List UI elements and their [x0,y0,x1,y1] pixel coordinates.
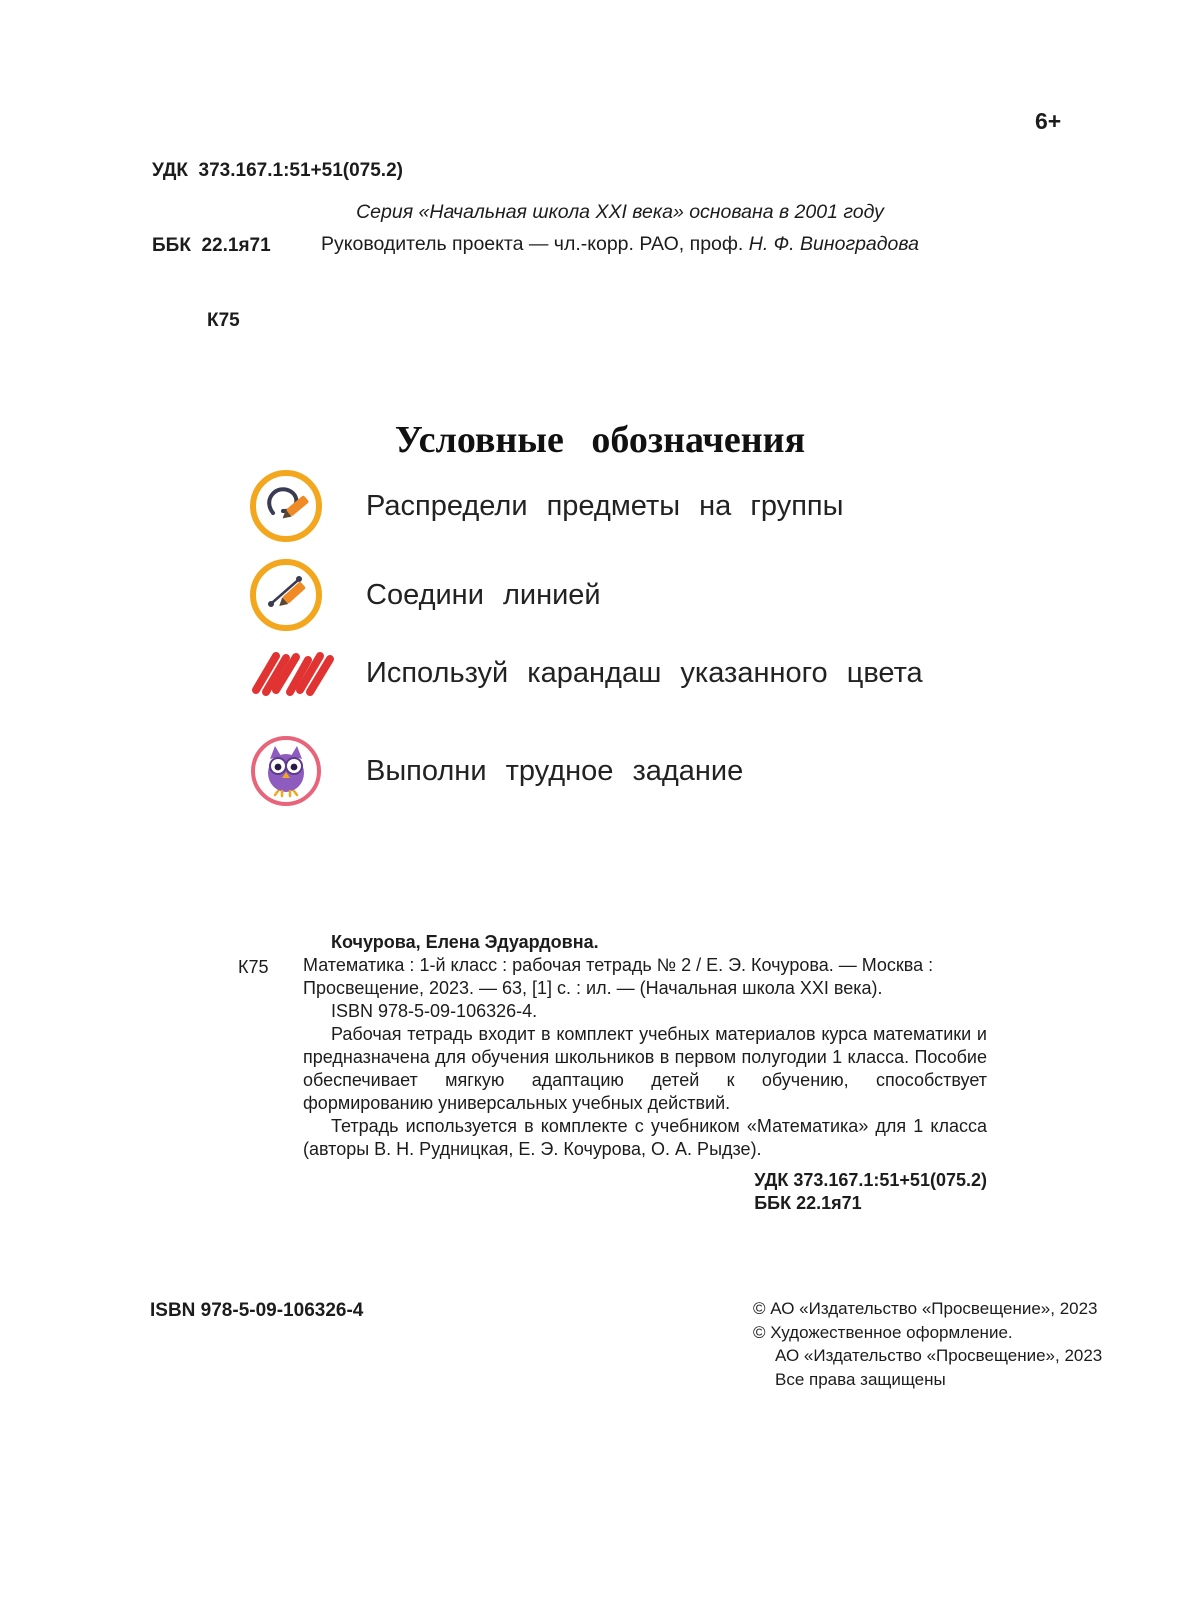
legend-item [248,557,601,633]
footer-isbn: ISBN 978-5-09-106326-4 [150,1300,364,1321]
red-scribble-icon [248,648,342,698]
bib-description: Математика : 1-й класс : рабочая тетрадь № 2 / Е. Э. Кочурова. — Москва : Просвещение, 2023. — 63, [1] с. : ил. — (Начальная школа XXI века). [303,955,934,998]
copyright-line-2: © Художественное оформление. [753,1322,1013,1342]
pencil-line-icon [248,557,342,633]
copyright-line-3: АО «Издательство «Просвещение», 2023 [775,1346,1103,1365]
legend-label: Распредели предметы на группы [366,489,844,522]
series-block [100,196,1140,260]
owl-icon [248,733,342,809]
k75-record-code: К75 [238,957,269,977]
legend-label: Соедини линией [366,578,601,611]
bbk-bottom: ББК 22.1я71 [754,1193,862,1213]
legend-item [248,648,923,698]
project-lead-line [100,228,1140,260]
series-line: Серия «Начальная школа XXI века» основана в 2001 году [356,201,884,223]
udk-bottom: УДК 373.167.1:51+51(075.2) [754,1170,987,1190]
bottom-classification-block [754,1169,987,1215]
legend-label: Используй карандаш указанного цвета [366,656,923,689]
udk-top: УДК 373.167.1:51+51(075.2) [152,160,403,181]
k75-top: К75 [207,310,240,331]
bib-isbn: ISBN 978-5-09-106326-4. [331,1001,538,1021]
legend-item [248,468,843,544]
bibliographic-record [303,931,987,1215]
pencil-loop-icon [248,468,342,544]
bbk-top: ББК 22.1я71 [152,235,271,256]
project-lead-prefix: Руководитель проекта — чл.-корр. РАО, проф. [321,233,749,255]
copyright-block [753,1297,1102,1391]
age-rating-badge: 6+ [1035,108,1062,134]
copyright-line-4: Все права защищены [775,1369,946,1389]
copyright-line-1: © АО «Издательство «Просвещение», 2023 [753,1299,1098,1318]
bib-author: Кочурова, Елена Эдуардовна. [331,932,599,952]
legend-item [248,733,743,809]
bib-annotation-1: Рабочая тетрадь входит в комплект учебных материалов курса математики и предназначена для обучения школьников в первом полугодии 1 класса. Пособие обеспечивает мягкую адаптацию детей к обучению, способствует формированию универсальных учебных действий. [303,1024,987,1113]
bib-annotation-2: Тетрадь используется в комплекте с учебником «Математика» для 1 класса (авторы В. Н. Рудницкая, Е. Э. Кочурова, О. А. Рыдзе). [303,1116,987,1159]
legend-title: Условные обозначения [394,419,806,461]
project-lead-name: Н. Ф. Виноградова [748,233,919,255]
legend-label: Выполни трудное задание [366,754,744,787]
